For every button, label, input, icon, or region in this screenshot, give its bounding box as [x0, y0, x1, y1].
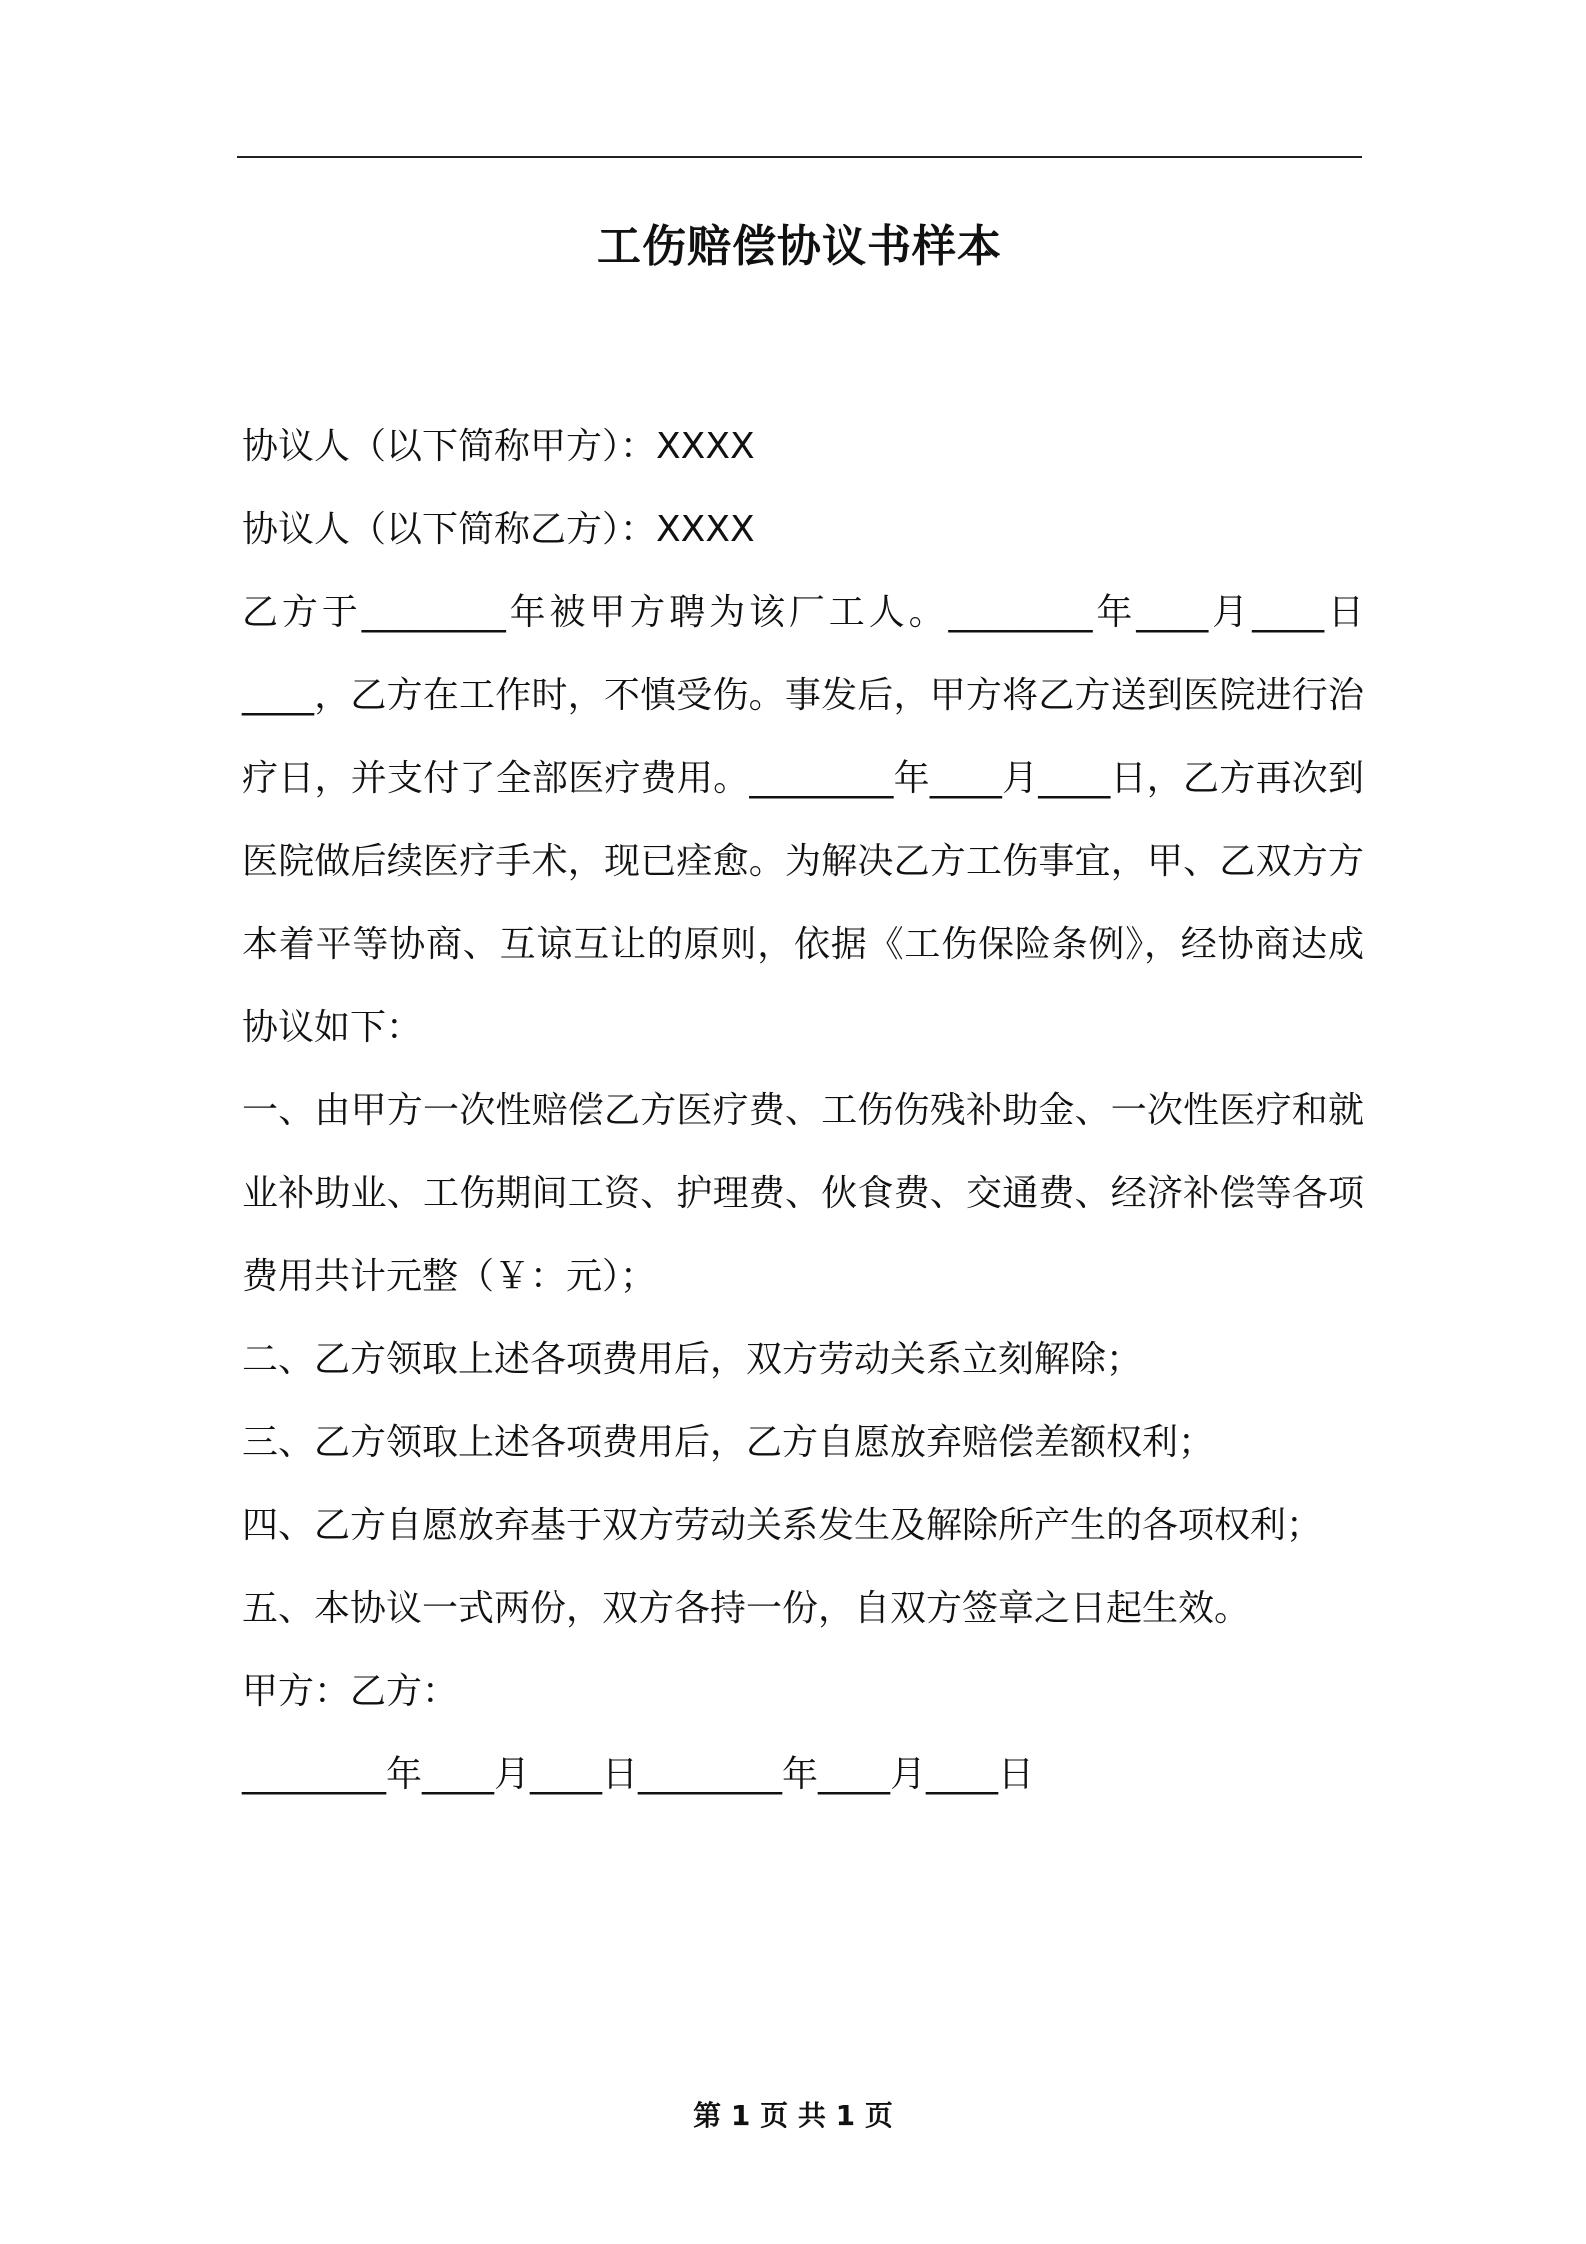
party-b-line: 协议人（以下简称乙方）：XXXX [242, 509, 755, 550]
date-line: ________年____月____日________年____月____日 [242, 1754, 1034, 1795]
document-title: 工伤赔偿协议书样本 [597, 221, 1002, 272]
clause-4: 四、乙方自愿放弃基于双方劳动关系发生及解除所产生的各项权利； [242, 1505, 1323, 1546]
clause-5: 五、本协议一式两份，双方各持一份，自双方签章之日起生效。 [242, 1588, 1251, 1629]
clause-3: 三、乙方领取上述各项费用后，乙方自愿放弃赔偿差额权利； [242, 1422, 1215, 1463]
signature-line: 甲方：乙方： [242, 1671, 459, 1712]
header-rule [237, 156, 1362, 158]
page-indicator: 第 1 页 共 1 页 [693, 2099, 893, 2132]
document-body [242, 405, 1364, 1816]
party-a-line: 协议人（以下简称甲方）：XXXX [242, 426, 755, 467]
clause-1: 一、由甲方一次性赔偿乙方医疗费、工伤伤残补助金、一次性医疗和就业补助业、工伤期间工资、护理费、伙食费、交通费、经济补偿等各项费用共计元整（￥：元）； [242, 1090, 1364, 1297]
clause-2: 二、乙方领取上述各项费用后，双方劳动关系立刻解除； [242, 1339, 1143, 1380]
intro-paragraph: 乙方于________年被甲方聘为该厂工人。________年____月____日____，乙方在工作时，不慎受伤。事发后，甲方将乙方送到医院进行治疗日，并支付了全部医疗费用。________年____月____日，乙方再次到医院做后续医疗手术，现已痊愈。为解决乙方工伤事宜，甲、乙双方方本着平等协商、互谅互让的原则，依据《工伤保险条例》，经协商达成协议如下： [242, 592, 1364, 1048]
